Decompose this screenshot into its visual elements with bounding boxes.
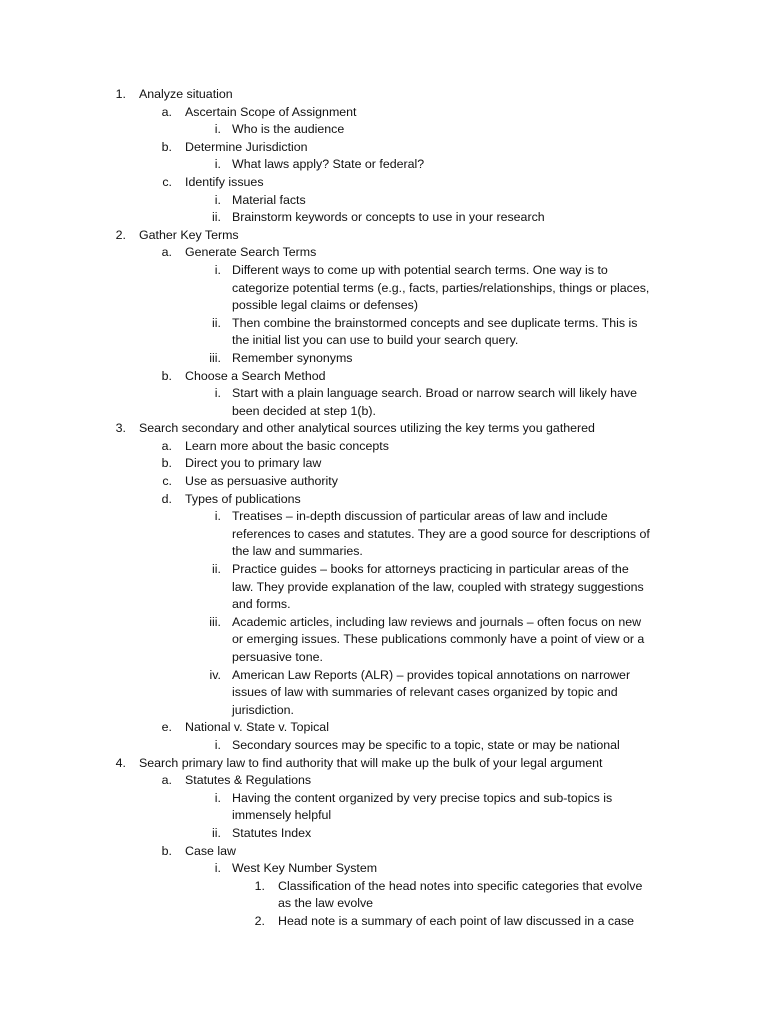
- list-item-text: Analyze situation: [139, 87, 233, 101]
- list-item-text: American Law Reports (ALR) – provides topical annotations on narrower: [232, 667, 631, 682]
- list-marker: i.: [214, 192, 221, 207]
- outline-item-level-0: [0, 420, 768, 438]
- list-marker: iii.: [209, 614, 221, 629]
- outline-item-level-1: [0, 491, 768, 509]
- outline-row: [0, 244, 768, 262]
- outline-row: [0, 755, 768, 773]
- outline-row: [0, 385, 768, 403]
- list-item-text: Statutes & Regulations: [185, 773, 312, 788]
- list-marker: ii.: [212, 825, 221, 840]
- outline-row: [0, 737, 768, 755]
- outline-item-level-2: [0, 561, 768, 614]
- list-item-continuation: possible legal claims or defenses): [232, 298, 418, 313]
- list-item-text: National v. State v. Topical: [185, 720, 329, 735]
- list-item-continuation: law. They provide explanation of the law, coupled with strategy suggestions: [232, 579, 644, 594]
- list-marker: 3.: [115, 421, 126, 436]
- list-marker: b.: [161, 456, 172, 471]
- list-marker: iv.: [209, 667, 221, 682]
- list-marker: i.: [214, 122, 221, 137]
- list-marker: b.: [161, 843, 172, 858]
- outline-item-level-2: [0, 315, 768, 350]
- outline-item-level-3: [0, 913, 768, 931]
- list-item-text: Identify issues: [185, 174, 264, 189]
- list-marker: 2.: [115, 227, 126, 242]
- list-item-continuation: jurisdiction.: [232, 702, 294, 717]
- outline-row: [0, 227, 768, 245]
- outline-item-level-2: [0, 508, 768, 561]
- list-item-text: Generate Search Terms: [185, 245, 317, 260]
- outline-row: [0, 772, 768, 790]
- list-item-text: Remember synonyms: [232, 350, 353, 365]
- list-item-text: Gather Key Terms: [139, 227, 239, 242]
- list-item-continuation: categorize potential terms (e.g., facts, parties/relationships, things or places,: [232, 280, 650, 295]
- outline-row: [0, 104, 768, 122]
- list-marker: b.: [161, 368, 172, 383]
- outline-item-level-0: [0, 227, 768, 245]
- list-item-text: Secondary sources may be specific to a topic, state or may be national: [232, 737, 620, 752]
- outline-row: [0, 561, 768, 579]
- list-item-text: Statutes Index: [232, 825, 312, 840]
- outline-row: [0, 860, 768, 878]
- list-item-text: Determine Jurisdiction: [185, 139, 308, 154]
- list-item-text: Case law: [185, 843, 236, 858]
- outline-item-level-2: [0, 385, 768, 420]
- outline-item-level-1: [0, 104, 768, 122]
- list-marker: ii.: [212, 562, 221, 577]
- list-marker: i.: [214, 157, 221, 172]
- outline-item-level-1: [0, 719, 768, 737]
- list-marker: ii.: [212, 210, 221, 225]
- list-item-text: Search primary law to find authority that will make up the bulk of your legal argument: [139, 755, 603, 770]
- list-marker: 2.: [254, 913, 265, 928]
- outline-row: [0, 192, 768, 210]
- outline-row: [0, 825, 768, 843]
- list-item-text: Start with a plain language search. Broad or narrow search will likely have: [232, 386, 637, 401]
- list-item-text: Types of publications: [185, 491, 301, 506]
- list-item-continuation: persuasive tone.: [232, 650, 323, 664]
- outline-row: [0, 209, 768, 227]
- list-item-continuation: or emerging issues. These publications commonly have a point of view or a: [232, 632, 645, 647]
- outline-row: [0, 350, 768, 368]
- outline-item-level-2: [0, 825, 768, 843]
- list-item-text: Different ways to come up with potential search terms. One way is to: [232, 262, 608, 277]
- list-item-text: What laws apply? State or federal?: [232, 157, 425, 172]
- outline-item-level-2: [0, 156, 768, 174]
- outline-item-level-1: [0, 438, 768, 456]
- list-item-text: Ascertain Scope of Assignment: [185, 104, 357, 119]
- outline-row: [0, 473, 768, 491]
- list-item-text: Direct you to primary law: [185, 456, 322, 471]
- list-item-text: Material facts: [232, 192, 306, 207]
- outline-row: [0, 139, 768, 157]
- list-item-continuation: references to cases and statutes. They are a good source for descriptions of: [232, 526, 650, 541]
- list-marker: a.: [161, 773, 172, 788]
- list-marker: ii.: [212, 315, 221, 330]
- outline-item-level-2: [0, 614, 768, 667]
- list-item-text: Then combine the brainstormed concepts and see duplicate terms. This is: [232, 315, 638, 330]
- list-item-text: Use as persuasive authority: [185, 474, 338, 489]
- outline-item-level-2: [0, 121, 768, 139]
- outline-item-level-2: [0, 209, 768, 227]
- list-item-text: Choose a Search Method: [185, 368, 326, 383]
- list-marker: 4.: [115, 755, 126, 770]
- outline-row: [0, 86, 768, 104]
- outline-item-level-2: [0, 667, 768, 720]
- list-item-text: Search secondary and other analytical sources utilizing the key terms you gathered: [139, 421, 595, 436]
- outline-item-level-2: [0, 790, 768, 825]
- outline-row: [0, 262, 768, 280]
- outline-row: [0, 455, 768, 473]
- outline-row: [0, 913, 768, 931]
- outline-item-level-2: [0, 350, 768, 368]
- outline-item-level-2: [0, 737, 768, 755]
- list-marker: d.: [161, 491, 172, 506]
- outline-item-level-3: [0, 878, 768, 913]
- list-item-continuation: as the law evolve: [278, 896, 374, 911]
- list-marker: i.: [214, 509, 221, 524]
- outline-item-level-1: [0, 368, 768, 386]
- list-marker: iii.: [209, 350, 221, 365]
- outline-row: [0, 491, 768, 509]
- outline-item-level-1: [0, 174, 768, 192]
- outline-item-level-0: [0, 755, 768, 773]
- list-item-continuation: the initial list you can use to build your search query.: [232, 333, 519, 348]
- list-marker: i.: [214, 790, 221, 805]
- list-item-text: Academic articles, including law reviews and journals – often focus on new: [232, 614, 642, 629]
- list-marker: i.: [214, 861, 221, 876]
- outline-item-level-2: [0, 192, 768, 210]
- outline-row: [0, 843, 768, 861]
- list-item-text: Practice guides – books for attorneys practicing in particular areas of the: [232, 562, 629, 577]
- outline-item-level-2: [0, 262, 768, 315]
- list-item-text: Having the content organized by very precise topics and sub-topics is: [232, 790, 613, 805]
- list-item-continuation: immensely helpful: [232, 808, 332, 823]
- outline-item-level-1: [0, 244, 768, 262]
- outline-row: [0, 667, 768, 685]
- outline-row: [0, 614, 768, 632]
- outline-row: [0, 420, 768, 438]
- list-marker: c.: [162, 474, 172, 489]
- outline-item-level-1: [0, 455, 768, 473]
- list-item-text: Classification of the head notes into specific categories that evolve: [278, 878, 643, 893]
- outline-row: [0, 368, 768, 386]
- outline-row: [0, 878, 768, 896]
- list-item-text: Treatises – in-depth discussion of particular areas of law and include: [232, 509, 608, 524]
- list-marker: a.: [161, 104, 172, 119]
- list-marker: a.: [161, 438, 172, 453]
- outline-row: [0, 156, 768, 174]
- list-item-text: Head note is a summary of each point of law discussed in a case: [278, 913, 635, 928]
- outline-row: [0, 508, 768, 526]
- list-item-continuation: and forms.: [232, 597, 291, 612]
- list-marker: i.: [214, 386, 221, 401]
- list-marker: e.: [161, 720, 172, 735]
- list-item-text: West Key Number System: [232, 861, 378, 876]
- list-marker: 1.: [115, 87, 126, 101]
- list-item-continuation: the law and summaries.: [232, 544, 363, 559]
- outline-document: [0, 86, 768, 931]
- list-item-continuation: been decided at step 1(b).: [232, 403, 376, 418]
- list-marker: a.: [161, 245, 172, 260]
- list-item-continuation: issues of law with summaries of relevant cases organized by topic and: [232, 685, 618, 700]
- outline-row: [0, 315, 768, 333]
- list-marker: i.: [214, 262, 221, 277]
- outline-item-level-2: [0, 860, 768, 878]
- outline-row: [0, 438, 768, 456]
- outline-row: [0, 719, 768, 737]
- outline-item-level-1: [0, 473, 768, 491]
- list-marker: c.: [162, 174, 172, 189]
- list-marker: 1.: [254, 878, 265, 893]
- list-marker: i.: [214, 737, 221, 752]
- outline-row: [0, 121, 768, 139]
- outline-item-level-1: [0, 772, 768, 790]
- list-item-text: Who is the audience: [232, 122, 345, 137]
- outline-row: [0, 174, 768, 192]
- list-item-text: Brainstorm keywords or concepts to use in your research: [232, 210, 545, 225]
- outline-item-level-0: [0, 86, 768, 104]
- outline-item-level-1: [0, 139, 768, 157]
- outline-item-level-1: [0, 843, 768, 861]
- list-item-text: Learn more about the basic concepts: [185, 438, 389, 453]
- outline-row: [0, 790, 768, 808]
- list-marker: b.: [161, 139, 172, 154]
